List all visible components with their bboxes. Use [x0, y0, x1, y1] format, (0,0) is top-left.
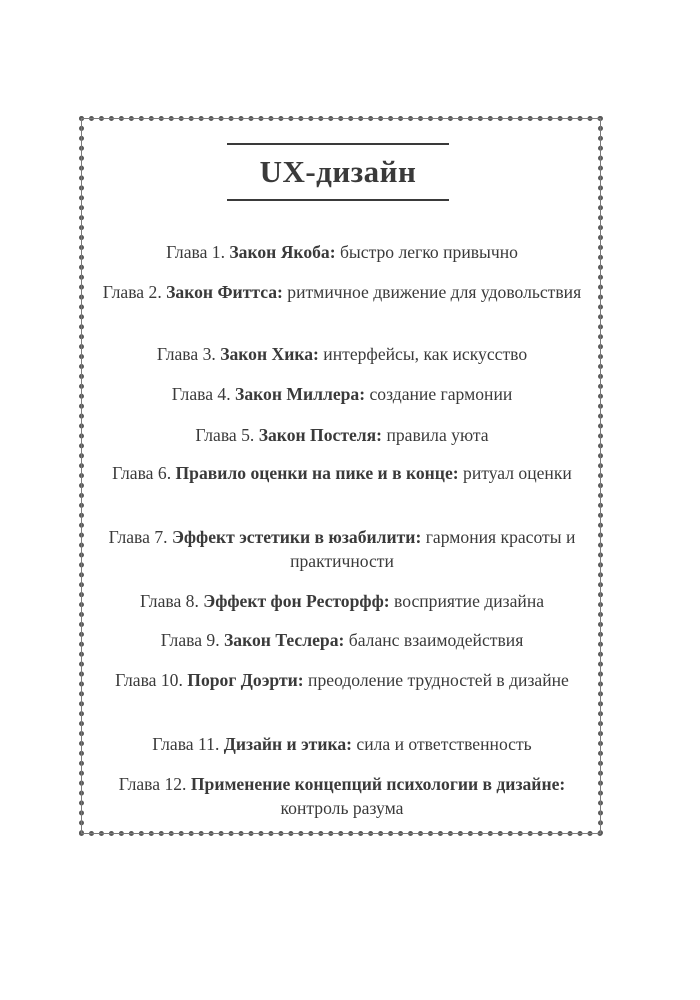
chapter-name: Закон Фиттса: [166, 282, 283, 302]
chapter-description: создание гармонии [369, 384, 513, 404]
chapter-prefix: Глава 4. [171, 384, 231, 404]
chapter-description: контроль разума [280, 798, 404, 818]
chapter-description: ритмичное движение для удовольствия [287, 282, 582, 302]
chapter-prefix: Глава 3. [156, 344, 216, 364]
chapter-prefix: Глава 7. [108, 527, 168, 547]
chapter-name: Применение концепций психологии в дизайне: [190, 774, 566, 794]
chapter-prefix: Глава 2. [102, 282, 162, 302]
toc-item [86, 668, 598, 692]
chapter-name: Закон Миллера: [235, 384, 366, 404]
toc-item [86, 628, 598, 652]
chapter-name: Закон Якоба: [229, 242, 336, 262]
chapter-name: Эффект фон Ресторфф: [203, 591, 390, 611]
title-block [227, 143, 449, 201]
chapter-description: интерфейсы, как искусство [323, 344, 528, 364]
toc-item [86, 589, 598, 613]
chapter-name: Закон Постеля: [258, 425, 383, 445]
chapter-prefix: Глава 12. [118, 774, 187, 794]
chapter-name: Закон Хика: [220, 344, 319, 364]
chapter-prefix: Глава 8. [139, 591, 199, 611]
page-title: UX-дизайн [259, 154, 417, 189]
chapter-description: восприятие дизайна [394, 591, 545, 611]
chapter-prefix: Глава 11. [152, 734, 220, 754]
chapter-prefix: Глава 10. [115, 670, 183, 690]
chapter-prefix: Глава 6. [112, 463, 172, 483]
chapter-name: Дизайн и этика: [223, 734, 352, 754]
chapter-name: Закон Теслера: [224, 630, 345, 650]
toc-item [86, 240, 598, 264]
toc-item [86, 732, 598, 756]
chapter-description: ритуал оценки [463, 463, 572, 483]
toc-item [86, 342, 598, 366]
chapter-prefix: Глава 5. [195, 425, 255, 445]
chapter-name: Эффект эстетики в юзабилити: [171, 527, 422, 547]
toc-item [86, 461, 598, 485]
chapter-description: правила уюта [386, 425, 489, 445]
chapter-name: Правило оценки на пике и в конце: [175, 463, 459, 483]
chapter-description: сила и ответственность [356, 734, 532, 754]
chapter-prefix: Глава 1. [166, 242, 225, 262]
toc-item [86, 280, 598, 304]
chapter-name: Порог Доэрти: [187, 670, 304, 690]
chapter-description: баланс взаимодействия [348, 630, 524, 650]
chapter-description: преодоление трудностей в дизайне [308, 670, 569, 690]
chapter-description: быстро легко привычно [339, 242, 518, 262]
chapter-prefix: Глава 9. [160, 630, 220, 650]
chapter-description: гармония красоты и практичности [290, 527, 576, 571]
toc-item [86, 382, 598, 406]
toc-item [86, 525, 598, 573]
toc-item [86, 772, 598, 820]
toc-item [86, 423, 598, 447]
